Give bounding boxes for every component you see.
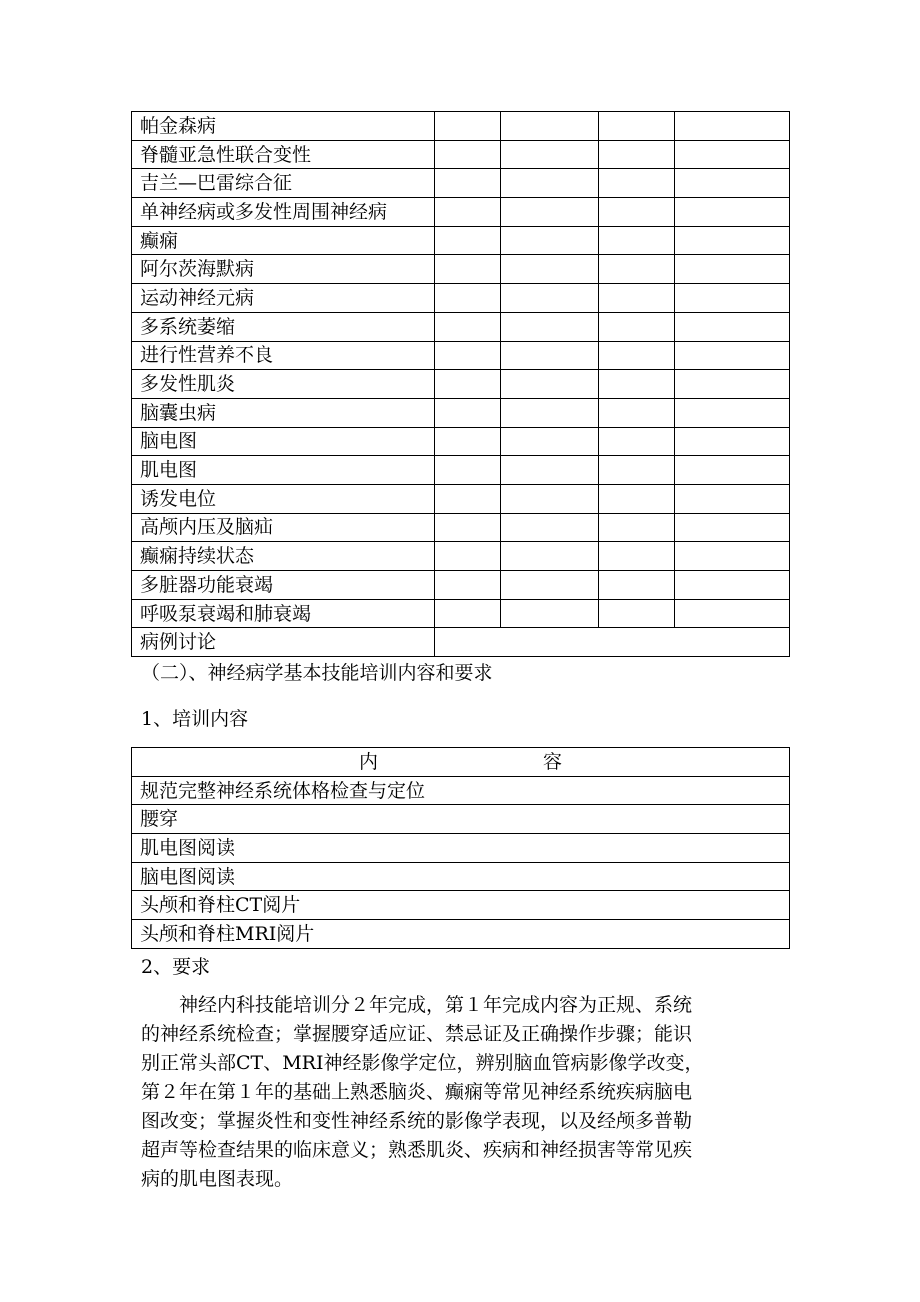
empty-cell <box>599 284 675 313</box>
skills-table-body <box>132 748 790 949</box>
empty-cell <box>500 140 599 169</box>
empty-cell <box>500 427 599 456</box>
empty-cell <box>675 198 790 227</box>
skills-table-header <box>132 748 790 777</box>
disease-table-body <box>132 112 790 657</box>
paragraph-line: 的神经系统检查；掌握腰穿适应证、禁忌证及正确操作步骤；能识 <box>141 1023 693 1045</box>
skills-table-row <box>132 920 790 949</box>
skills-table-header-row <box>132 748 790 777</box>
disease-table <box>131 111 790 657</box>
empty-cell <box>599 198 675 227</box>
disease-label-cell: 吉兰—巴雷综合征 <box>132 169 435 198</box>
header-char-left: 内 <box>358 750 378 773</box>
disease-label-cell: 病例讨论 <box>132 628 435 657</box>
empty-cell <box>675 599 790 628</box>
empty-cell <box>599 312 675 341</box>
empty-cell <box>500 456 599 485</box>
empty-cell <box>599 513 675 542</box>
empty-cell <box>599 341 675 370</box>
skills-table-row <box>132 776 790 805</box>
disease-table-row <box>132 255 790 284</box>
empty-cell <box>434 370 500 399</box>
disease-label-cell: 癫痫持续状态 <box>132 542 435 571</box>
disease-table-row <box>132 599 790 628</box>
empty-cell <box>500 571 599 600</box>
skills-table-row <box>132 891 790 920</box>
skill-item-cell: 腰穿 <box>132 805 790 834</box>
empty-cell <box>599 427 675 456</box>
disease-table-row <box>132 226 790 255</box>
empty-cell <box>434 456 500 485</box>
disease-label-cell: 多脏器功能衰竭 <box>132 571 435 600</box>
empty-cell <box>500 312 599 341</box>
empty-cell <box>675 255 790 284</box>
empty-cell <box>675 112 790 141</box>
empty-cell <box>599 398 675 427</box>
disease-table-row <box>132 341 790 370</box>
empty-cell <box>434 341 500 370</box>
paragraph-line: 超声等检查结果的临床意义；熟悉肌炎、疾病和神经损害等常见疾 <box>141 1139 693 1161</box>
disease-label-cell: 阿尔茨海默病 <box>132 255 435 284</box>
section-heading: （二）、神经病学基本技能培训内容和要求 <box>141 662 493 684</box>
empty-cell <box>675 312 790 341</box>
empty-cell <box>500 370 599 399</box>
disease-label-cell: 高颅内压及脑疝 <box>132 513 435 542</box>
skills-table-row <box>132 862 790 891</box>
disease-label-cell: 肌电图 <box>132 456 435 485</box>
disease-label-cell: 脊髓亚急性联合变性 <box>132 140 435 169</box>
empty-cell <box>675 456 790 485</box>
empty-cell <box>675 226 790 255</box>
skill-item-cell: 头颅和脊柱MRI阅片 <box>132 920 790 949</box>
disease-table-row <box>132 571 790 600</box>
empty-cell <box>434 427 500 456</box>
disease-table-row <box>132 312 790 341</box>
requirements-paragraph <box>141 991 791 1194</box>
disease-label-cell: 多发性肌炎 <box>132 370 435 399</box>
empty-cell <box>599 226 675 255</box>
paragraph-line: 病的肌电图表现。 <box>141 1168 294 1190</box>
empty-cell <box>500 112 599 141</box>
skill-item-cell: 肌电图阅读 <box>132 834 790 863</box>
empty-cell <box>500 513 599 542</box>
paragraph-line: 第２年在第１年的基础上熟悉脑炎、癫痫等常见神经系统疾病脑电 <box>141 1081 693 1103</box>
empty-cell <box>434 484 500 513</box>
paragraph-line: 图改变；掌握炎性和变性神经系统的影像学表现，以及经颅多普勒 <box>141 1110 693 1132</box>
empty-cell <box>500 198 599 227</box>
empty-cell <box>599 255 675 284</box>
disease-table-row <box>132 513 790 542</box>
header-char-right: 容 <box>543 750 563 773</box>
empty-cell <box>434 112 500 141</box>
empty-cell <box>500 599 599 628</box>
empty-cell <box>675 341 790 370</box>
empty-cell <box>675 140 790 169</box>
empty-cell <box>599 484 675 513</box>
empty-cell <box>434 398 500 427</box>
empty-cell <box>675 484 790 513</box>
disease-label-cell: 呼吸泵衰竭和肺衰竭 <box>132 599 435 628</box>
disease-label-cell: 帕金森病 <box>132 112 435 141</box>
empty-cell <box>434 226 500 255</box>
empty-cell <box>675 398 790 427</box>
disease-label-cell: 脑电图 <box>132 427 435 456</box>
disease-table-row <box>132 284 790 313</box>
empty-cell <box>675 427 790 456</box>
empty-cell <box>599 599 675 628</box>
empty-cell <box>434 284 500 313</box>
skills-table-row <box>132 805 790 834</box>
disease-table-row <box>132 198 790 227</box>
empty-cell <box>675 169 790 198</box>
disease-label-cell: 脑囊虫病 <box>132 398 435 427</box>
empty-cell <box>500 284 599 313</box>
disease-table-row <box>132 398 790 427</box>
disease-table-row <box>132 484 790 513</box>
empty-cell <box>434 140 500 169</box>
empty-cell <box>434 255 500 284</box>
empty-cell <box>599 169 675 198</box>
disease-table-row <box>132 140 790 169</box>
empty-cell <box>675 370 790 399</box>
empty-cell <box>500 398 599 427</box>
empty-cell <box>599 370 675 399</box>
disease-label-cell: 单神经病或多发性周围神经病 <box>132 198 435 227</box>
empty-cell <box>599 571 675 600</box>
disease-table-row <box>132 169 790 198</box>
empty-cell <box>434 513 500 542</box>
skill-item-cell: 规范完整神经系统体格检查与定位 <box>132 776 790 805</box>
empty-cell <box>434 198 500 227</box>
empty-cell <box>500 169 599 198</box>
disease-table-row <box>132 370 790 399</box>
empty-cell <box>500 484 599 513</box>
disease-label-cell: 多系统萎缩 <box>132 312 435 341</box>
disease-table-row <box>132 427 790 456</box>
training-content-heading: 1、培训内容 <box>141 708 249 730</box>
empty-cell <box>500 542 599 571</box>
empty-cell <box>599 112 675 141</box>
empty-cell <box>434 312 500 341</box>
empty-cell <box>599 542 675 571</box>
empty-cell <box>500 341 599 370</box>
empty-cell <box>434 169 500 198</box>
skills-table <box>131 747 790 949</box>
paragraph-line: 神经内科技能培训分２年完成，第１年完成内容为正规、系统 <box>141 994 693 1016</box>
paragraph-line: 别正常头部CT、MRI神经影像学定位，辨别脑血管病影像学改变， <box>141 1052 704 1074</box>
empty-cell <box>434 599 500 628</box>
disease-table-row <box>132 542 790 571</box>
empty-cell <box>675 542 790 571</box>
disease-table-row <box>132 628 790 657</box>
disease-label-cell: 进行性营养不良 <box>132 341 435 370</box>
skill-item-cell: 脑电图阅读 <box>132 862 790 891</box>
empty-cell <box>434 571 500 600</box>
empty-cell <box>500 255 599 284</box>
empty-cell <box>675 513 790 542</box>
disease-label-cell: 诱发电位 <box>132 484 435 513</box>
disease-table-row <box>132 112 790 141</box>
skills-table-row <box>132 834 790 863</box>
empty-cell <box>675 571 790 600</box>
disease-label-cell: 癫痫 <box>132 226 435 255</box>
empty-cell <box>599 140 675 169</box>
requirements-heading: 2、要求 <box>141 956 211 978</box>
disease-label-cell: 运动神经元病 <box>132 284 435 313</box>
empty-cell <box>675 284 790 313</box>
disease-table-row <box>132 456 790 485</box>
empty-cell <box>500 226 599 255</box>
merged-empty-cell <box>434 628 789 657</box>
empty-cell <box>434 542 500 571</box>
skill-item-cell: 头颅和脊柱CT阅片 <box>132 891 790 920</box>
empty-cell <box>599 456 675 485</box>
